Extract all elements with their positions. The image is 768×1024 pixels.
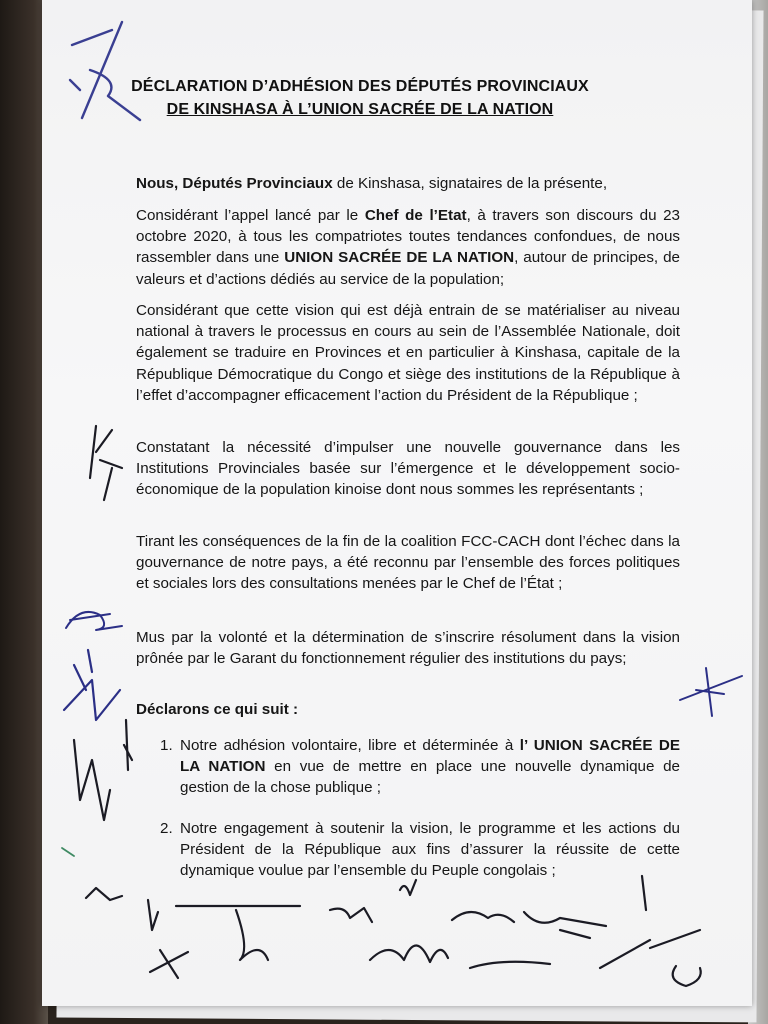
p1-bold-chef: Chef de l’Etat	[364, 207, 467, 224]
paragraph-considerant-appel	[136, 205, 680, 290]
list-item-text	[180, 735, 680, 799]
item1-text-c: en vue de mettre en place une nouvelle dynamique de gestion de la chose publique ;	[180, 758, 680, 797]
opening-rest: de Kinshasa, signataires de la présente,	[332, 175, 608, 192]
list-item-number: 1.	[160, 737, 173, 754]
p1-text-e: , autour de principes, de valeurs et d’actions dédiés au service de la population;	[136, 249, 680, 288]
p1-text-a: Considérant l’appel lancé par le	[136, 207, 365, 224]
desk-background	[0, 0, 48, 1024]
item1-text-a: Notre adhésion volontaire, libre et déterminée à	[180, 737, 520, 754]
document-title-line2: DE KINSHASA À L’UNION SACRÉE DE LA NATION	[166, 101, 554, 118]
opening-paragraph	[136, 173, 680, 194]
paragraph-considerant-vision: Considérant que cette vision qui est déjà entrain de se matérialiser au niveau national à travers le processus en cours au sein de l’Assemblée Nationale, doit également se traduire en Provinces et en particulier à Kinshasa, capitale de la République Démocratique du Congo et siège des institutions de la République à l’effet d’accompagner efficacement l’action du Président de la République ;	[136, 302, 680, 404]
p1-bold-union: UNION SACRÉE DE LA NATION	[284, 249, 515, 267]
item1-bold-union: l’ UNION SACRÉE DE LA NATION	[180, 737, 680, 776]
paragraph-constatant: Constatant la nécessité d’impulser une nouvelle gouvernance dans les Institutions Provinciales basée sur l’émergence et le développement socio-économique de la population kinoise dont nous sommes les représentants ;	[136, 439, 680, 499]
paragraph-tirant: Tirant les conséquences de la fin de la coalition FCC-CACH dont l’échec dans la gouvernance de notre pays, a été reconnu par l’ensemble des forces politiques et sociales lors des consultations menées par le Chef de l’État ;	[136, 533, 680, 593]
list-item-number: 2.	[160, 820, 173, 837]
document-title-line1: DÉCLARATION D’ADHÉSION DES DÉPUTÉS PROVINCIAUX	[131, 78, 589, 95]
declaration-heading: Déclarons ce qui suit :	[136, 701, 299, 718]
paragraph-mus: Mus par la volonté et la détermination de s’inscrire résolument dans la vision prônée par le Garant du fonctionnement régulier des institutions du pays;	[136, 629, 680, 668]
list-item-text: Notre engagement à soutenir la vision, le programme et les actions du Président de la République aux fins d’assurer la réussite de cette dynamique voulue par l’ensemble du Peuple congolais ;	[180, 820, 680, 880]
p1-text-c: , à travers son discours du 23 octobre 2020, à tous les compatriotes toutes tendances confondues, de nous rassembler dans une	[136, 207, 681, 267]
opening-bold: Nous, Députés Provinciaux	[136, 175, 333, 192]
